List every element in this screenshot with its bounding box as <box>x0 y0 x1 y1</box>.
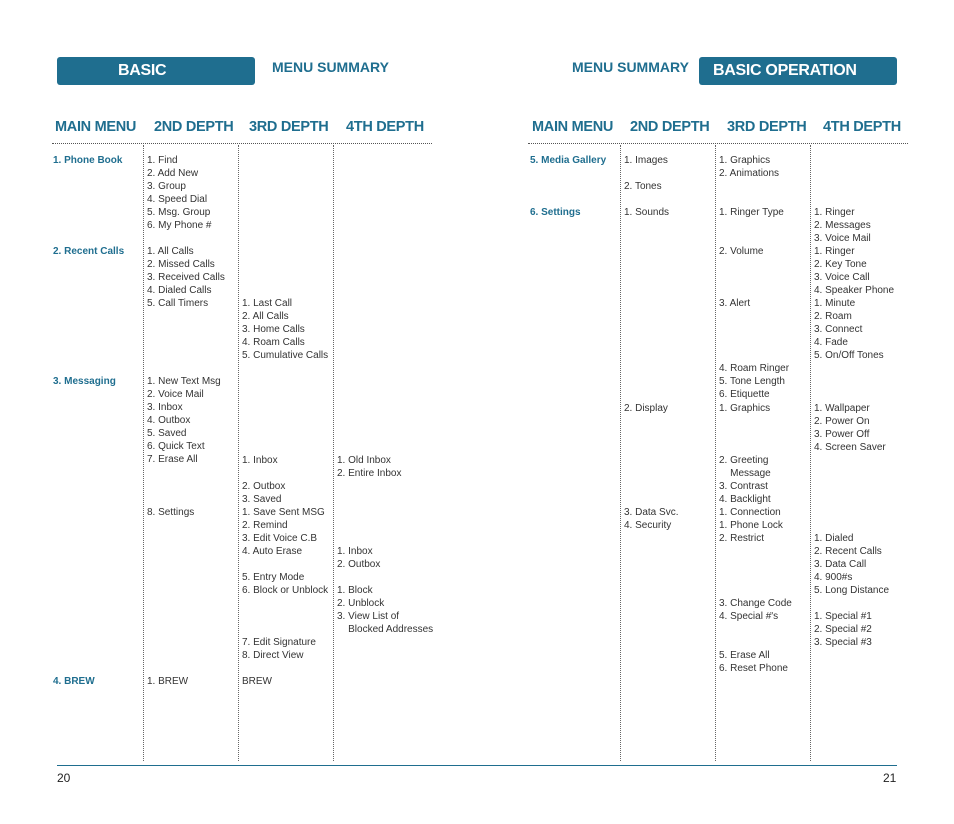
recent-calls-items: 1. All Calls 2. Missed Calls 3. Received Calls 4. Dialed Calls 5. Call Timers <box>147 246 225 309</box>
col-head-2nd-depth: 2ND DEPTH <box>630 119 710 135</box>
main-menu-settings: 6. Settings <box>530 207 581 218</box>
col-head-3rd-depth: 3RD DEPTH <box>727 119 807 135</box>
display-more: 2. Greeting Message 3. Contrast 4. Backlight <box>719 455 771 505</box>
inbox-options: 1. Old Inbox 2. Entire Inbox <box>337 455 402 479</box>
col-head-3rd-depth: 3RD DEPTH <box>249 119 329 135</box>
volume-options: 1. Ringer 2. Key Tone 3. Voice Call 4. Speaker Phone <box>814 246 895 296</box>
main-menu-messaging: 3. Messaging <box>53 376 116 387</box>
column-divider <box>810 145 811 761</box>
section-banner: BASIC OPERATION <box>699 57 897 85</box>
main-menu-recent-calls: 2. Recent Calls <box>53 246 125 257</box>
images-item: 1. Images <box>624 155 668 166</box>
security-items-b: 3. Change Code 4. Special #'s <box>719 598 792 622</box>
volume: 2. Volume <box>719 246 764 257</box>
ringer-type: 1. Ringer Type <box>719 207 784 218</box>
restrict-options: 1. Dialed 2. Recent Calls 3. Data Call 4. 900#s 5. Long Distance <box>814 533 890 596</box>
section-banner: BASIC OPERATION <box>57 57 255 85</box>
call-timers-items: 1. Last Call 2. All Calls 3. Home Calls 4. Roam Calls 5. Cumulative Calls <box>242 298 329 361</box>
header-divider <box>528 143 908 144</box>
special-options: 1. Special #1 2. Special #2 3. Special #3 <box>814 611 872 648</box>
footer-divider <box>477 765 897 766</box>
page-number: 20 <box>57 771 71 785</box>
column-divider <box>238 145 239 761</box>
ringer-type-options: 1. Ringer 2. Messages 3. Voice Mail <box>814 207 871 244</box>
column-divider <box>620 145 621 761</box>
block-options: 1. Block 2. Unblock 3. View List of Blocked Addresses <box>337 585 434 635</box>
column-divider <box>715 145 716 761</box>
column-divider <box>143 145 144 761</box>
column-divider <box>333 145 334 761</box>
phone-book-items: 1. Find 2. Add New 3. Group 4. Speed Dial 5. Msg. Group 6. My Phone # <box>147 155 212 231</box>
footer-divider <box>57 765 477 766</box>
erase-all-outbox-saved: 2. Outbox 3. Saved <box>242 481 286 505</box>
security-items-c: 5. Erase All 6. Reset Phone <box>719 650 788 674</box>
header-divider <box>52 143 432 144</box>
images-sub: 1. Graphics 2. Animations <box>719 155 780 179</box>
graphics-options: 1. Wallpaper 2. Power On 3. Power Off 4. Screen Saver <box>814 403 886 453</box>
brew-item: 1. BREW <box>147 676 189 687</box>
display-item: 2. Display <box>624 403 668 414</box>
alert-more: 4. Roam Ringer 5. Tone Length 6. Etiquette <box>719 363 790 400</box>
alert-options: 1. Minute 2. Roam 3. Connect 4. Fade 5. On/Off Tones <box>814 298 884 361</box>
settings-items-b: 5. Entry Mode 6. Block or Unblock <box>242 572 329 596</box>
auto-erase-options: 1. Inbox 2. Outbox <box>337 546 381 570</box>
security-items-a: 1. Phone Lock 2. Restrict <box>719 520 783 544</box>
tones-item: 2. Tones <box>624 181 662 192</box>
col-head-main-menu: MAIN MENU <box>532 119 614 135</box>
display-graphics: 1. Graphics <box>719 403 771 414</box>
col-head-main-menu: MAIN MENU <box>55 119 137 135</box>
page-number: 21 <box>883 771 897 785</box>
sounds-item: 1. Sounds <box>624 207 670 218</box>
settings-items-c: 7. Edit Signature 8. Direct View <box>242 637 316 661</box>
brew-sub: BREW <box>242 676 272 687</box>
col-head-4th-depth: 4TH DEPTH <box>823 119 901 135</box>
messaging-settings: 8. Settings <box>147 507 195 518</box>
col-head-4th-depth: 4TH DEPTH <box>346 119 424 135</box>
main-menu-phone-book: 1. Phone Book <box>53 155 123 166</box>
erase-all-inbox: 1. Inbox <box>242 455 278 466</box>
alert: 3. Alert <box>719 298 751 309</box>
col-head-2nd-depth: 2ND DEPTH <box>154 119 234 135</box>
main-menu-media-gallery: 5. Media Gallery <box>530 155 607 166</box>
main-menu-brew: 4. BREW <box>53 676 95 687</box>
right-page <box>477 0 954 824</box>
menu-summary-title: MENU SUMMARY <box>272 59 389 75</box>
data-connection: 1. Connection <box>719 507 781 518</box>
menu-summary-title: MENU SUMMARY <box>572 59 689 75</box>
data-security-items: 3. Data Svc. 4. Security <box>624 507 679 531</box>
messaging-items: 1. New Text Msg 2. Voice Mail 3. Inbox 4. Outbox 5. Saved 6. Quick Text 7. Erase All <box>147 376 221 465</box>
settings-items-a: 1. Save Sent MSG 2. Remind 3. Edit Voice C.B 4. Auto Erase <box>242 507 325 557</box>
